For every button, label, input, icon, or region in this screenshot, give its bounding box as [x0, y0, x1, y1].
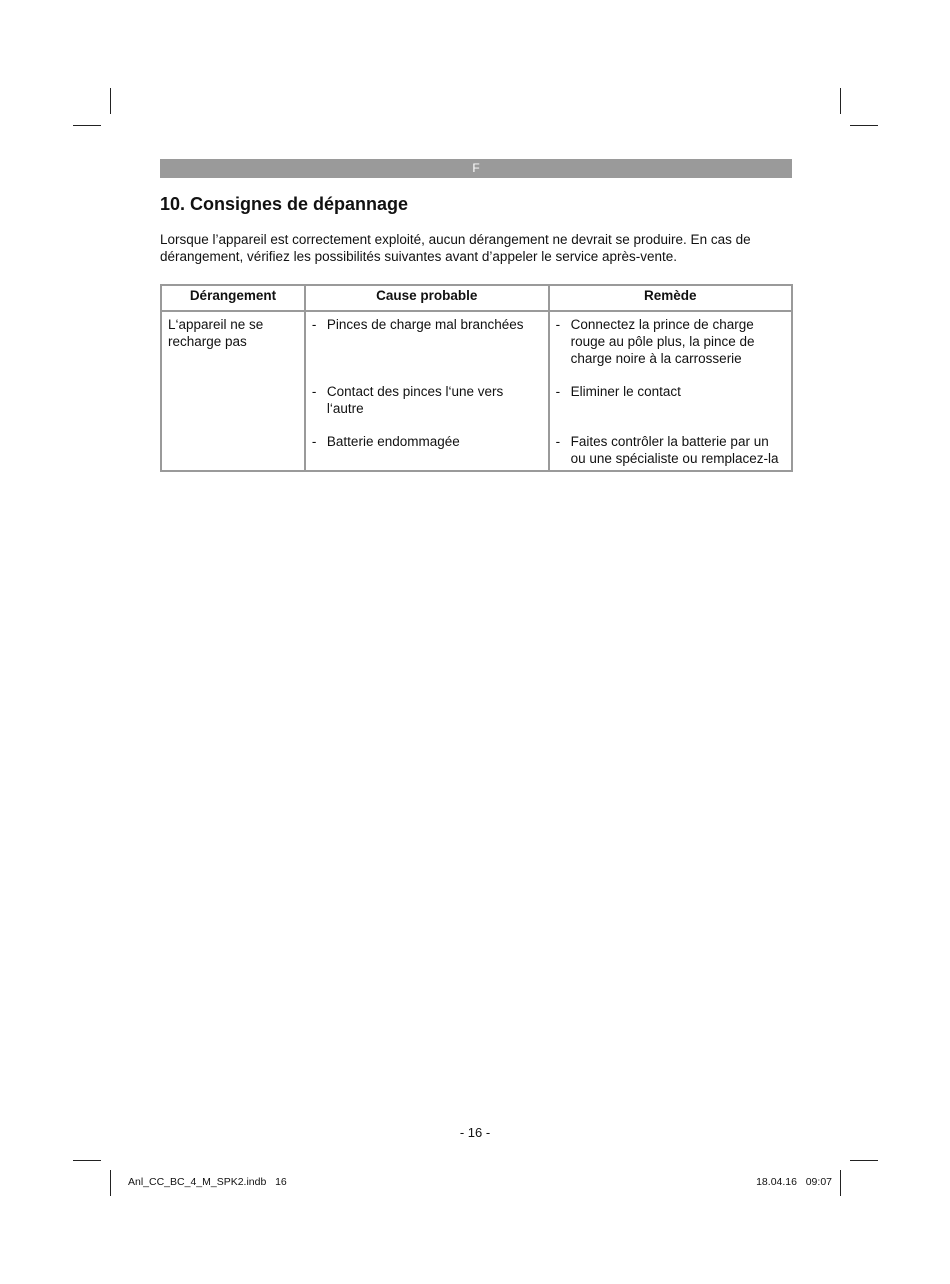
bullet-dash: - — [555, 434, 561, 449]
crop-mark-bottom-left-vertical — [110, 1170, 111, 1196]
cause-text: Batterie endommagée — [326, 434, 460, 449]
remedy-item — [556, 433, 785, 467]
bullet-dash: - — [311, 434, 317, 449]
crop-mark-top-left-vertical — [110, 88, 111, 114]
crop-mark-bottom-right-horizontal — [850, 1160, 878, 1161]
section-title: 10. Consignes de dépannage — [160, 194, 409, 214]
language-tab-bar — [160, 159, 792, 178]
header-remedy: Remède — [549, 285, 792, 311]
cause-text: Contact des pinces l‘une vers l‘autre — [326, 384, 504, 416]
header-fault: Dérangement — [161, 285, 305, 311]
cause-item — [312, 433, 542, 450]
cause-item — [312, 383, 542, 417]
crop-mark-top-right-horizontal — [850, 125, 878, 126]
remedy-text: Eliminer le contact — [570, 384, 681, 399]
cause-cell — [305, 311, 549, 471]
file-name-text: Anl_CC_BC_4_M_SPK2.indb 16 — [128, 1176, 287, 1188]
remedy-text: Connectez la prince de charge rouge au pôle plus, la pince de charge noire à la carrosserie — [570, 317, 755, 366]
footer-date-time — [756, 1176, 832, 1188]
cause-text: Pinces de charge mal branchées — [326, 317, 524, 332]
troubleshooting-table — [160, 284, 793, 472]
bullet-dash: - — [311, 317, 317, 332]
bullet-dash: - — [311, 384, 317, 399]
date-time-text: 18.04.16 09:07 — [756, 1176, 832, 1188]
page-number: - 16 - — [459, 1125, 491, 1140]
bullet-dash: - — [555, 317, 561, 332]
fault-cell — [161, 311, 305, 471]
crop-mark-top-left-horizontal — [73, 125, 101, 126]
language-tab-label: F — [472, 161, 480, 175]
bullet-dash: - — [555, 384, 561, 399]
remedy-item — [556, 383, 785, 400]
table-header-row — [161, 285, 792, 311]
intro-paragraph: Lorsque l’appareil est correctement exploité, aucun dérangement ne devrait se produire. En cas de dérangement, vérifiez les possibilités suivantes avant d’appeler le service après-vente. — [160, 232, 751, 264]
fault-text: L‘appareil ne se recharge pas — [168, 317, 264, 349]
crop-mark-bottom-right-vertical — [840, 1170, 841, 1196]
footer-file-name — [128, 1176, 287, 1188]
crop-mark-top-right-vertical — [840, 88, 841, 114]
remedy-item — [556, 316, 785, 367]
header-cause: Cause probable — [305, 285, 549, 311]
cause-item — [312, 316, 542, 333]
table-row — [161, 311, 792, 471]
crop-mark-bottom-left-horizontal — [73, 1160, 101, 1161]
remedy-text: Faites contrôler la batterie par un ou une spécialiste ou remplacez-la — [570, 434, 779, 466]
remedy-cell — [549, 311, 792, 471]
